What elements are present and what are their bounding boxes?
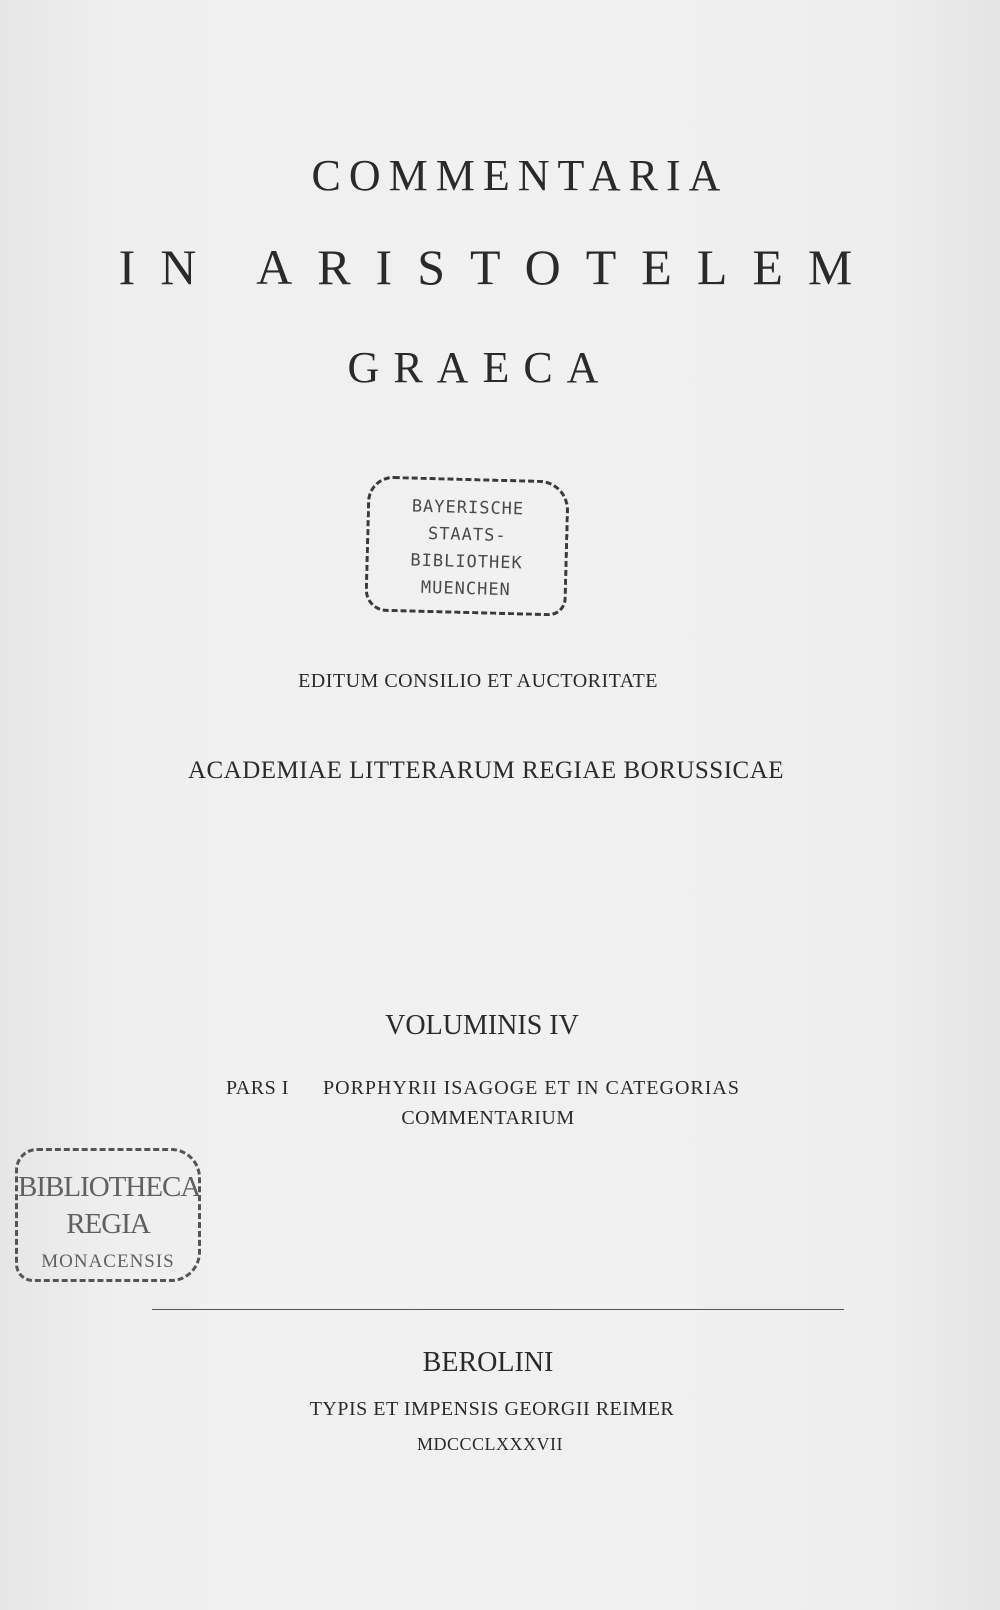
pars-title-line-2: COMMENTARIUM [401, 1107, 575, 1129]
imprint-year: MDCCCLXXXVII [416, 1434, 563, 1454]
imprint-city: BEROLINI [422, 1347, 554, 1378]
stamp-line: STAATS- [427, 523, 507, 547]
title-line-1: COMMENTARIA [311, 151, 729, 200]
library-stamp-regia [15, 1148, 201, 1282]
stamp-line: BIBLIOTHEK [410, 550, 523, 574]
title-line-2: IN ARISTOTELEM [118, 239, 878, 295]
divider-rule [152, 1309, 844, 1310]
title-line-3: GRAECA [347, 343, 613, 392]
stamp-line: BIBLIOTHECA [18, 1171, 201, 1203]
editum-line: EDITUM CONSILIO ET AUCTORITATE [298, 670, 658, 692]
pars-label: PARS I [226, 1077, 289, 1099]
library-stamp-munich [364, 475, 569, 616]
stamp-line: REGIA [66, 1208, 150, 1240]
stamp-line: BAYERISCHE [411, 496, 525, 520]
stamp-line: MONACENSIS [41, 1251, 175, 1272]
imprint-publisher: TYPIS ET IMPENSIS GEORGII REIMER [309, 1398, 675, 1420]
pars-title-line-1: PORPHYRII ISAGOGE ET IN CATEGORIAS [323, 1077, 740, 1099]
volume-heading: VOLUMINIS IV [385, 1010, 579, 1041]
stamp-line: MUENCHEN [420, 577, 512, 601]
academy-line: ACADEMIAE LITTERARUM REGIAE BORUSSICAE [187, 757, 785, 784]
